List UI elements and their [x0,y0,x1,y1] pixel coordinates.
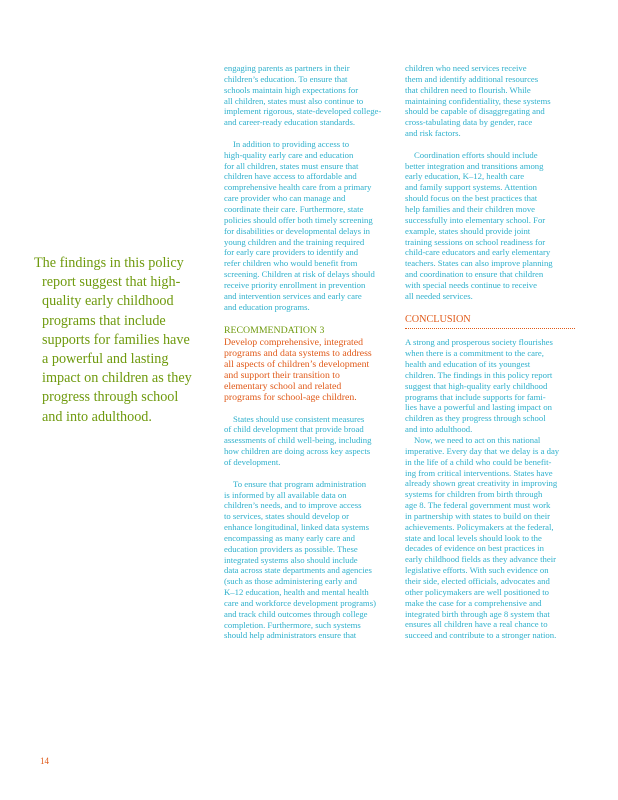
col2-paragraph-4 [405,435,577,641]
text-line: engaging parents as partners in their [224,63,350,73]
text-line: and family support systems. Attention [405,182,537,193]
text-line: training sessions on school readiness for [405,236,546,247]
text-line: successfully into elementary school. For [405,214,546,225]
text-line: programs for school-age children. [224,391,357,403]
text-line: for early care providers to identify and [224,247,359,258]
text-line: of development. [224,456,281,467]
text-line: should help administrators ensure that [224,630,357,641]
text-line: systems for children from birth through [405,489,543,500]
text-line: and risk factors. [405,128,461,139]
text-line: and education programs. [224,301,310,312]
text-line: and coordination to ensure that children [405,269,544,280]
text-line: encompassing as many early care and [224,532,355,543]
text-line: children who need services receive [405,63,527,73]
col1-paragraph-2 [224,139,394,313]
text-line: children as they progress through school [405,413,546,424]
text-line: already shown great creativity in improving [405,478,558,489]
pull-quote-line: a powerful and lasting [42,351,169,368]
text-line: enhance longitudinal, linked data systems [224,522,369,533]
text-line: in partnership with states to build on their [405,510,551,521]
text-line: achievements. Policymakers at the federal, [405,521,554,532]
text-line: refer children who would benefit from [224,258,358,269]
text-line: all aspects of children’s development [224,358,370,370]
text-line: K–12 education, health and mental health [224,587,369,598]
pull-quote-line: quality early childhood [42,293,174,310]
text-line: should be capable of disaggregating and [405,106,545,117]
text-line: comprehensive health care from a primary [224,182,372,193]
text-line: young children and the training required [224,236,365,247]
text-line: health and education of its youngest [405,359,531,370]
text-line: data across state departments and agencies [224,565,372,576]
text-line: age 8. The federal government must work [405,500,551,511]
pull-quote-line: and into adulthood. [42,408,152,425]
pull-quote-line: report suggest that high- [42,274,181,291]
text-line: decades of evidence on best practices in [405,543,544,554]
text-line: children have access to affordable and [224,171,357,182]
text-line: screening. Children at risk of delays should [224,269,375,280]
col1-paragraph-3 [224,414,394,468]
text-line: coordinate their care. Furthermore, state [224,203,364,214]
text-line: Coordination efforts should include [414,149,538,160]
conclusion-heading: CONCLUSION [405,314,471,326]
col1-paragraph-4 [224,479,394,642]
pull-quote-line: progress through school [42,389,179,406]
text-line: In addition to providing access to [233,138,350,149]
conclusion-divider [405,328,575,329]
pull-quote [34,254,202,427]
text-line: schools maintain high expectations for [224,84,359,95]
text-line: early childhood fields as they advance their [405,554,557,565]
text-line: and track child outcomes through college [224,608,368,619]
pull-quote-line: supports for families have [42,331,190,348]
col1-paragraph-1 [224,63,394,128]
text-line: (such as those administering early and [224,576,357,587]
text-line: for disabilities or developmental delays in [224,225,370,236]
text-line: children’s needs, and to improve access [224,500,362,511]
text-line: is informed by all available data on [224,489,347,500]
text-line: children. The findings in this policy report [405,369,553,380]
page-number: 14 [40,756,49,766]
text-line: States should use consistent measures [233,413,365,424]
text-line: other policymakers are well positioned to [405,586,550,597]
text-line: state and local levels should look to the [405,532,542,543]
pull-quote-line: The findings in this policy [34,255,184,271]
text-line: example, states should provide joint [405,225,531,236]
text-line: suggest that high-quality early childhood [405,380,548,391]
text-line: and intervention services and early care [224,290,362,301]
text-line: Now, we need to act on this national [414,435,541,445]
text-line: when there is a commitment to the care, [405,348,544,359]
text-line: programs that include supports for fami- [405,391,546,402]
text-line: imperative. Every day that we delay is a day [405,445,560,456]
text-line: help families and their children move [405,203,536,214]
text-line: Develop comprehensive, integrated [224,336,364,348]
text-line: receive priority enrollment in prevention [224,279,366,290]
text-line: early education, K–12, health care [405,171,525,182]
text-line: teachers. States can also improve planning [405,258,553,269]
text-line: policies should offer both timely screening [224,214,373,225]
text-line: succeed and contribute to a stronger nation. [405,630,557,641]
text-line: high-quality early care and education [224,149,354,160]
text-line: integrated birth through age 8 system that [405,608,550,619]
col2-paragraph-1 [405,63,577,139]
text-line: better integration and transitions among [405,160,544,171]
text-line: should focus on the best practices that [405,193,538,204]
text-line: education providers as possible. These [224,543,358,554]
text-line: make the case for a comprehensive and [405,597,542,608]
text-line: to services, states should develop or [224,511,349,522]
text-line: implement rigorous, state-developed college- [224,106,382,117]
text-line: and career-ready education standards. [224,117,356,128]
text-line: with special needs continue to receive [405,279,537,290]
text-line: To ensure that program administration [233,478,367,489]
text-line: care provider who can manage and [224,193,346,204]
text-line: in the life of a child who could be benefit- [405,456,552,467]
text-line: for all children, states must ensure that [224,160,359,171]
recommendation-title [224,337,394,403]
text-line: child-care educators and early elementary [405,247,551,258]
text-line: integrated systems also should include [224,554,358,565]
column-2 [405,63,577,641]
col2-paragraph-2 [405,150,577,302]
text-line: A strong and prosperous society flourishes [405,337,553,348]
text-line: legislative efforts. With such evidence on [405,565,549,576]
text-line: and into adulthood. [405,424,473,435]
text-line: them and identify additional resources [405,73,539,84]
text-line: how children are doing across key aspects [224,446,371,457]
text-line: that children need to flourish. While [405,84,531,95]
col2-paragraph-3 [405,337,577,435]
text-line: of child development that provide broad [224,424,364,435]
text-line: all needed services. [405,290,473,301]
pull-quote-line: programs that include [42,312,166,329]
text-line: all children, states must also continue to [224,95,364,106]
text-line: assessments of child well-being, including [224,435,372,446]
text-line: care and workforce development programs) [224,597,376,608]
text-line: completion. Furthermore, such systems [224,619,361,630]
pull-quote-line: impact on children as they [42,370,192,387]
text-line: their side, elected officials, advocates and [405,575,550,586]
text-line: cross-tabulating data by gender, race [405,117,533,128]
text-line: maintaining confidentiality, these systems [405,95,551,106]
text-line: children’s education. To ensure that [224,73,348,84]
text-line: lies have a powerful and lasting impact on [405,402,552,413]
text-line: ensures all children have a real chance to [405,619,548,630]
recommendation-heading: RECOMMENDATION 3 [224,325,325,337]
column-1 [224,63,394,641]
text-line: ing from critical interventions. States have [405,467,553,478]
text-line: programs and data systems to address [224,347,372,359]
text-line: elementary school and related [224,380,342,392]
text-line: and support their transition to [224,369,340,381]
